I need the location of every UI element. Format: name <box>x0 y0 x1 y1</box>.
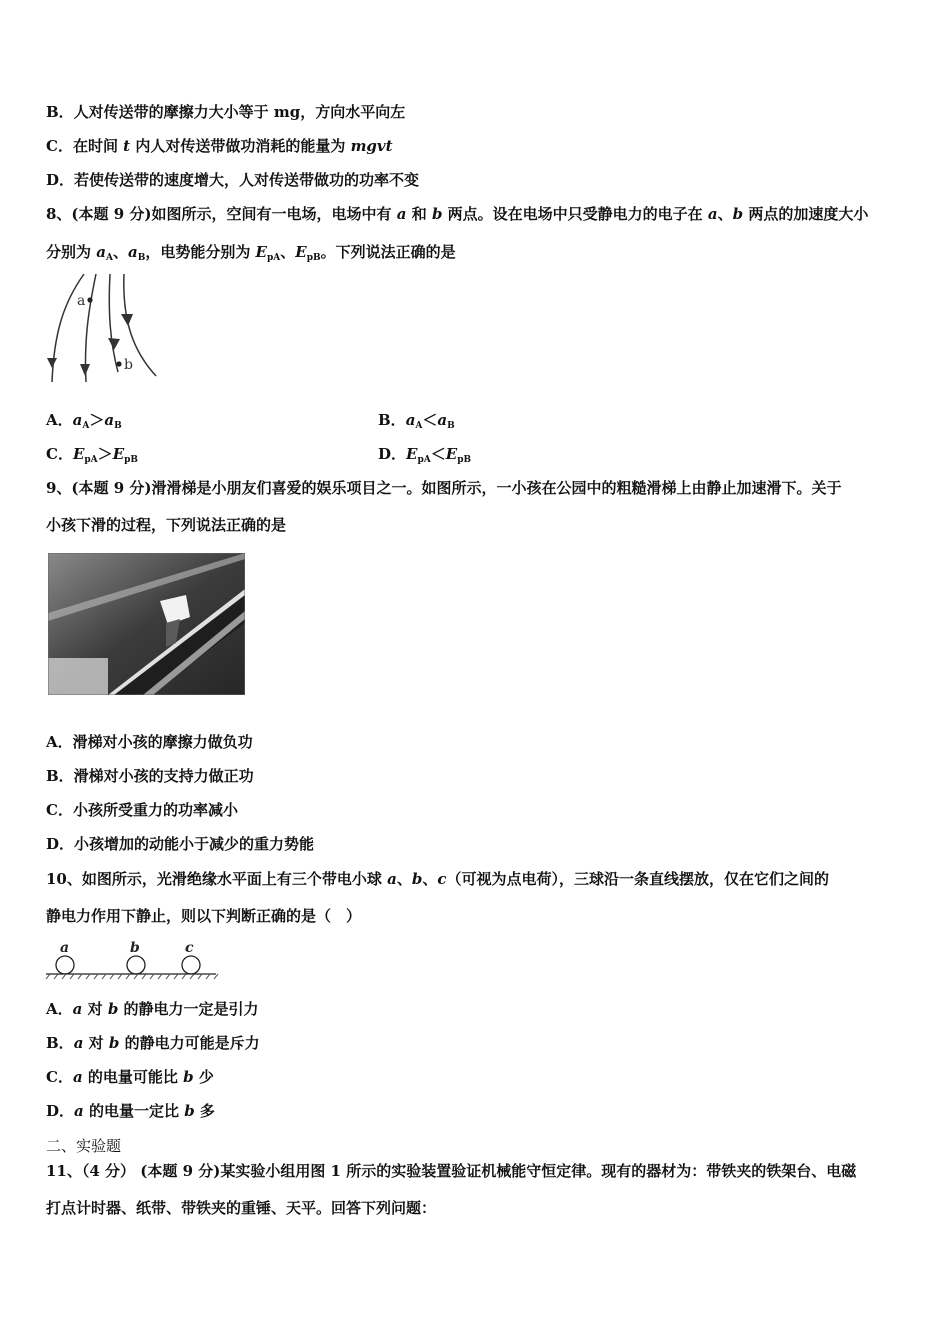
q7-option-c: C．在时间 t 内人对传送带做功消耗的能量为 mgvt <box>46 137 393 155</box>
q9-stem-line1: 9、(本题 9 分)滑滑梯是小朋友们喜爱的娱乐项目之一。如图所示，一小孩在公园中的粗糙滑梯上由静止加速滑下。关于 <box>46 479 842 497</box>
q9-stem-line2: 小孩下滑的过程，下列说法正确的是 <box>46 516 287 534</box>
q10-option-a: A．a 对 b 的静电力一定是引力 <box>46 1000 259 1018</box>
ball-c-label: c <box>185 940 194 956</box>
q10-option-b: B．a 对 b 的静电力可能是斥力 <box>46 1034 260 1052</box>
point-b-label: b <box>124 357 133 373</box>
q9-option-d: D．小孩增加的动能小于减少的重力势能 <box>46 835 315 853</box>
q8-option-a: A．$a_A>a_B$ <box>46 411 122 431</box>
q8-option-c: C．$E_{pA}>E_{pB}$ <box>46 445 139 465</box>
q9-option-c: C．小孩所受重力的功率减小 <box>46 801 238 819</box>
section-title-experiment: 二、实验题 <box>46 1137 122 1155</box>
q11-stem-line1: 11、（4 分） (本题 9 分)某实验小组用图 1 所示的实验装置验证机械能守恒定律。现有的器材为：带铁夹的铁架台、电磁 <box>46 1162 857 1180</box>
ground-hatching <box>46 974 218 979</box>
arrow-4 <box>121 314 133 326</box>
slide-photo <box>48 553 245 695</box>
q11-stem-line2: 打点计时器、纸带、带铁夹的重锤、天平。回答下列问题： <box>46 1199 437 1217</box>
ball-b <box>127 956 145 974</box>
q8-option-d: D．$E_{pA}<E_{pB}$ <box>378 445 472 465</box>
q10-stem-line2: 静电力作用下静止，则以下判断正确的是（ ） <box>46 907 362 925</box>
arrow-2 <box>80 364 90 376</box>
q8-stem-line1: 8、(本题 9 分)如图所示，空间有一电场，电场中有 a 和 b 两点。设在电场中只受静电力的电子在 a、b 两点的加速度大小 <box>46 205 869 223</box>
three-balls-figure <box>44 940 220 980</box>
ball-a <box>56 956 74 974</box>
arrow-3 <box>108 338 120 350</box>
point-a <box>87 297 92 302</box>
point-b <box>116 361 121 366</box>
arrow-1 <box>47 358 57 368</box>
q10-stem-line1: 10、如图所示，光滑绝缘水平面上有三个带电小球 a、b、c（可视为点电荷），三球沿一条直线摆放，仅在它们之间的 <box>46 870 830 888</box>
q8-option-b: B．$a_A<a_B$ <box>378 411 455 431</box>
ball-b-label: b <box>130 940 140 956</box>
ball-a-label: a <box>60 940 70 956</box>
point-a-label: a <box>77 293 86 309</box>
electric-field-figure <box>44 272 166 390</box>
field-line-3 <box>109 274 118 372</box>
q10-option-c: C．a 的电量可能比 b 少 <box>46 1068 214 1086</box>
q8-stem-line2: 分别为 $a_A$、$a_B$，电势能分别为 $E_{pA}$、$E_{pB}$。下列说法正确的是 <box>46 243 456 263</box>
q9-option-b: B．滑梯对小孩的支持力做正功 <box>46 767 254 785</box>
field-line-1 <box>52 274 84 382</box>
q7-option-b: B．人对传送带的摩擦力大小等于 mg，方向水平向左 <box>46 103 406 121</box>
q9-option-a: A．滑梯对小孩的摩擦力做负功 <box>46 733 253 751</box>
q10-option-d: D．a 的电量一定比 b 多 <box>46 1102 215 1120</box>
q7-option-d: D．若使传送带的速度增大，人对传送带做功的功率不变 <box>46 171 420 189</box>
ball-c <box>182 956 200 974</box>
